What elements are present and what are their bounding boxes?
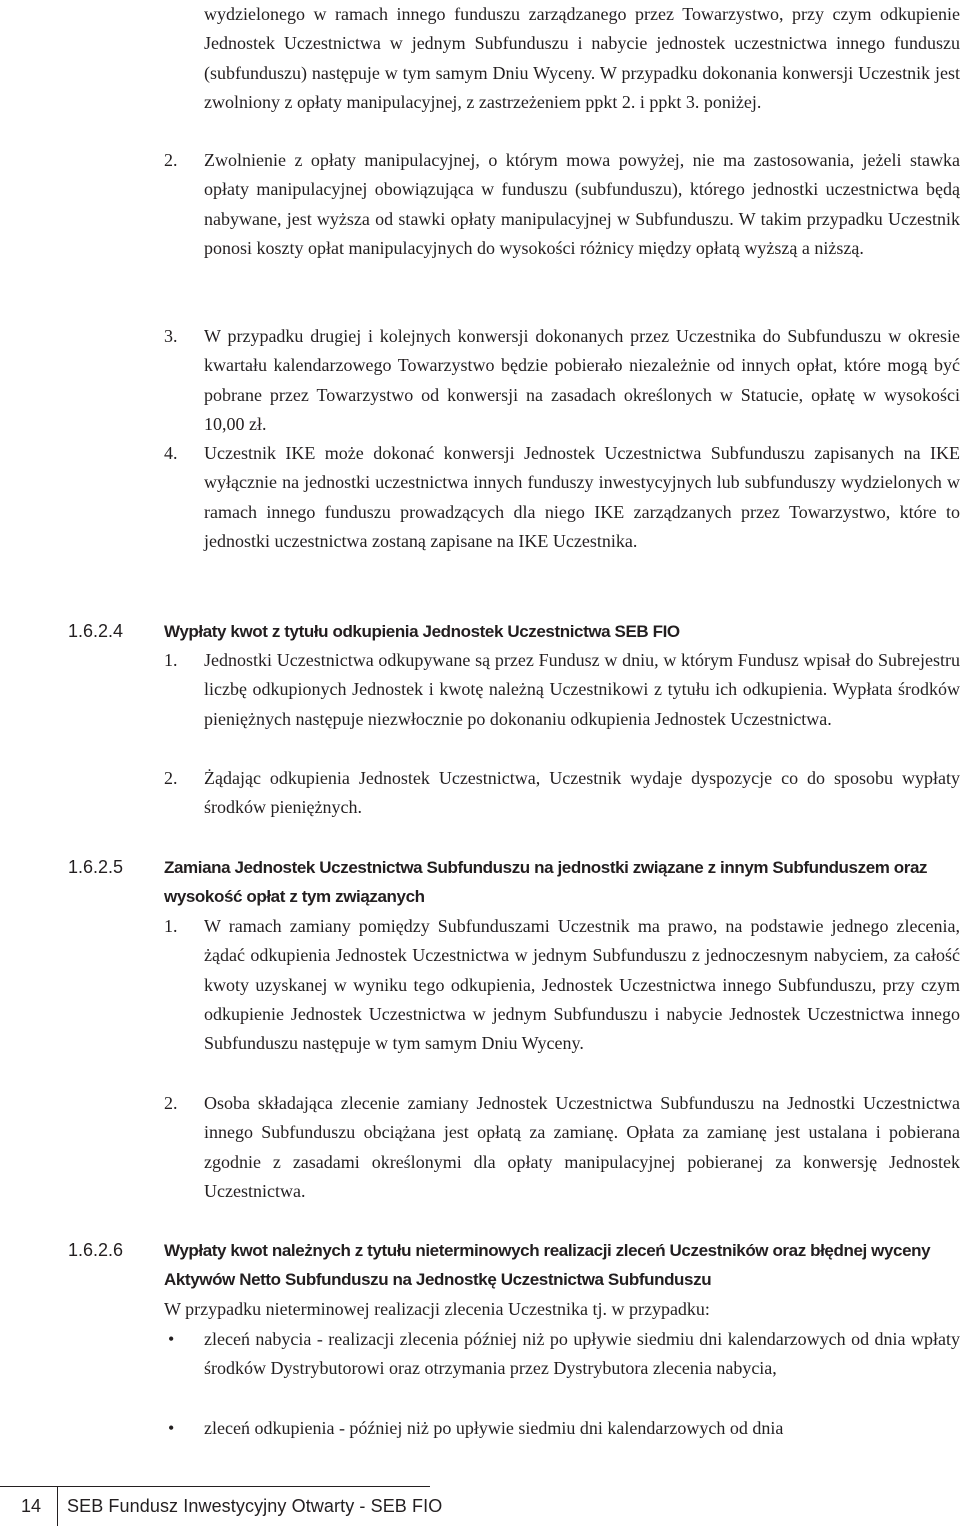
list-item — [164, 322, 960, 439]
continuation-text: wydzielonego w ramach innego funduszu zarządzanego przez Towarzystwo, przy czym odkupienie Jednostek Uczestnictwa w jednym Subfunduszu i nabycie jednostek uczestnictwa innego funduszu (subfunduszu) następuje w tym samym Dniu Wyceny. W przypadku dokonania konwersji Uczestnik jest zwolniony z opłaty manipulacyjnej, z zastrzeżeniem ppkt 2. i ppkt 3. poniżej. — [204, 4, 960, 112]
footer-rule — [0, 1486, 430, 1487]
section-heading-1624 — [68, 617, 960, 646]
section-heading-1625 — [68, 853, 960, 911]
list-item-text: Jednostki Uczestnictwa odkupywane są przez Fundusz w dniu, w którym Fundusz wpisał do Subrejestru liczbę odkupionych Jednostek i kwotę należną Uczestnikowi z tytułu ich odkupienia. Wypłata środków pieniężnych następuje niezwłocznie po dokonaniu odkupienia Jednostek Uczestnictwa. — [204, 650, 960, 729]
list-item-text: W ramach zamiany pomiędzy Subfunduszami Uczestnik ma prawo, na podstawie jednego zlecenia, żądać odkupienia Jednostek Uczestnictwa w jednym Subfunduszu z jednoczesnym nabyciem, za całość kwoty uzyskanej w wyniku tego odkupienia, Jednostek Uczestnictwa innego Subfunduszu, przy czym odkupienie Jednostek Uczestnictwa w jednym Subfunduszu i nabycie Jednostek Uczestnictwa innego Subfunduszu następuje w tym samym Dniu Wyceny. — [204, 916, 960, 1054]
footer-separator — [57, 1486, 58, 1526]
section-intro — [164, 1295, 960, 1324]
section-number: 1.6.2.6 — [68, 1240, 124, 1260]
list-item-text: Osoba składająca zlecenie zamiany Jednostek Uczestnictwa Subfunduszu na Jednostki Uczestnictwa innego Subfunduszu obciążana jest opłatą za zamianę. Opłata za zamianę jest ustalana i pobierana zgodnie z zasadami określonymi dla opłaty manipulacyjnej pobieranej za konwersję Jednostek Uczestnictwa. — [204, 1093, 960, 1201]
continuation-paragraph — [164, 0, 960, 117]
section-heading-1626 — [68, 1236, 960, 1294]
list-item-text: Żądając odkupienia Jednostek Uczestnictwa, Uczestnik wydaje dyspozycje co do sposobu wypłaty środków pieniężnych. — [204, 768, 960, 818]
list-item-number: 2. — [164, 1093, 178, 1113]
section-intro-text: W przypadku nieterminowej realizacji zlecenia Uczestnika tj. w przypadku: — [164, 1299, 710, 1319]
list-item — [164, 764, 960, 823]
section-number: 1.6.2.4 — [68, 621, 124, 641]
list-item-number: 2. — [164, 768, 178, 788]
list-item-number: 1. — [164, 916, 178, 936]
section-title: Wypłaty kwot należnych z tytułu nieterminowych realizacji zleceń Uczestników oraz błędnej wyceny Aktywów Netto Subfunduszu na Jednostkę Uczestnictwa Subfunduszu — [164, 1241, 931, 1289]
bullet-item — [164, 1414, 960, 1443]
list-item-text: Uczestnik IKE może dokonać konwersji Jednostek Uczestnictwa Subfunduszu zapisanych na IKE wyłącznie na jednostki uczestnictwa innych funduszy inwestycyjnych lub subfunduszy wydzielonych w ramach innego funduszu prowadzących dla niego IKE zarządzanych przez Towarzystwo, które to jednostki uczestnictwa zostaną zapisane na IKE Uczestnika. — [204, 443, 960, 551]
section-title: Wypłaty kwot z tytułu odkupienia Jednostek Uczestnictwa SEB FIO — [164, 622, 680, 641]
list-item-text: Zwolnienie z opłaty manipulacyjnej, o którym mowa powyżej, nie ma zastosowania, jeżeli stawka opłaty manipulacyjnej obowiązująca w funduszu (subfunduszu), którego jednostki uczestnictwa będą nabywane, jest wyższa od stawki opłaty manipulacyjnej w Subfunduszu. W takim przypadku Uczestnik ponosi koszty opłat manipulacyjnych do wysokości różnicy między opłatą wyższą a niższą. — [204, 150, 960, 258]
bullet-icon: • — [168, 1418, 175, 1438]
list-item-number: 3. — [164, 326, 178, 346]
section-title: Zamiana Jednostek Uczestnictwa Subfunduszu na jednostki związane z innym Subfunduszem oraz wysokość opłat z tym związanych — [164, 858, 928, 906]
list-item — [164, 1089, 960, 1206]
bullet-text: zleceń odkupienia - później niż po upływie siedmiu dni kalendarzowych od dnia — [204, 1418, 784, 1438]
footer-title: SEB Fundusz Inwestycyjny Otwarty - SEB FIO — [67, 1496, 443, 1516]
bullet-icon: • — [168, 1329, 175, 1349]
list-item — [164, 912, 960, 1058]
section-number: 1.6.2.5 — [68, 857, 124, 877]
list-item-number: 1. — [164, 650, 178, 670]
bullet-text: zleceń nabycia - realizacji zlecenia później niż po upływie siedmiu dni kalendarzowych od dnia wpłaty środków Dystrybutorowi oraz otrzymania przez Dystrybutora zlecenia nabycia, — [204, 1329, 960, 1379]
list-item — [164, 439, 960, 556]
list-item-number: 2. — [164, 150, 178, 170]
list-item — [164, 646, 960, 734]
list-item — [164, 146, 960, 263]
bullet-item — [164, 1325, 960, 1384]
list-item-number: 4. — [164, 443, 178, 463]
page-number: 14 — [21, 1496, 42, 1516]
list-item-text: W przypadku drugiej i kolejnych konwersji dokonanych przez Uczestnika do Subfunduszu w okresie kwartału kalendarzowego Towarzystwo będzie pobierało niezależnie od innych opłat, które mogą być pobrane przez Towarzystwo od konwersji na zasadach określonych w Statucie, opłatę w wysokości 10,00 zł. — [204, 326, 960, 434]
